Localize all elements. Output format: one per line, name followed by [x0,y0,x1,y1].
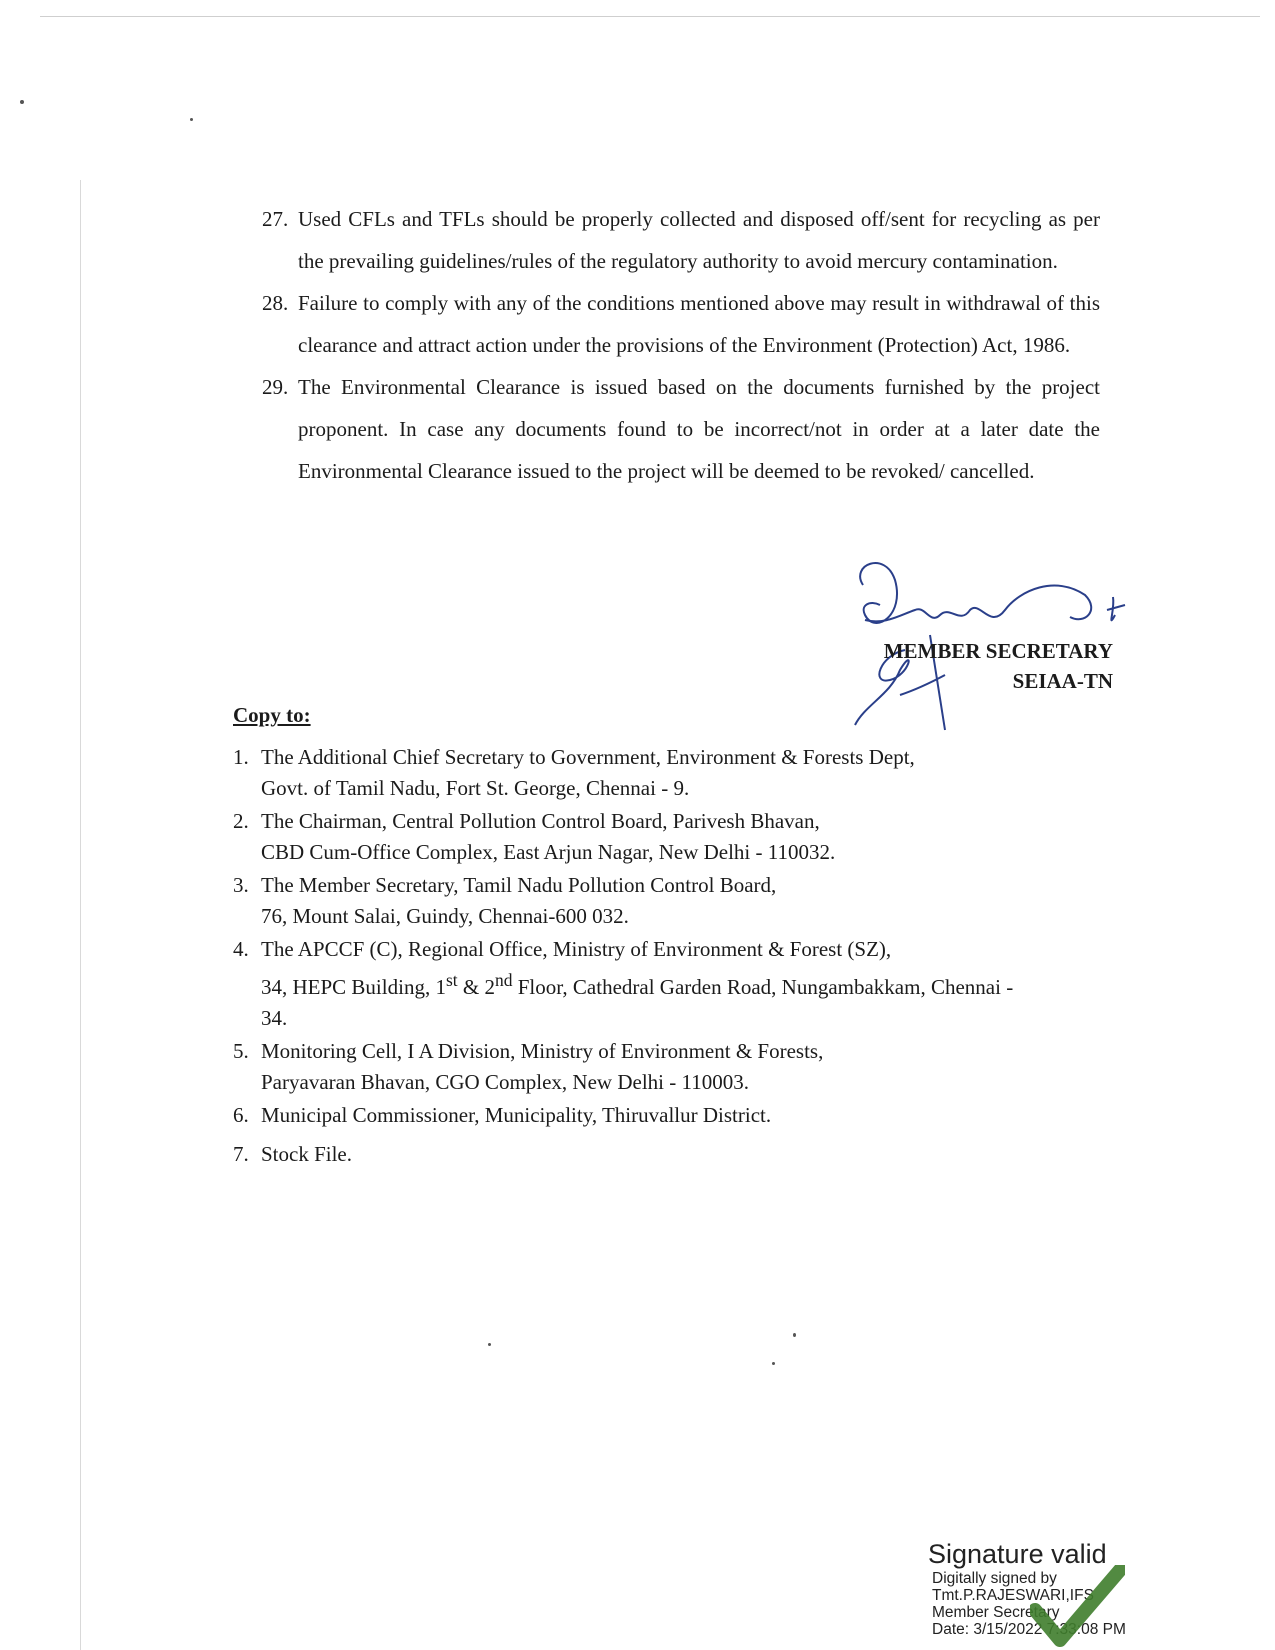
recipient-number: 3. [233,873,249,897]
scan-speck [190,118,193,121]
recipient-number: 7. [233,1142,249,1166]
recipient-line: Municipal Commissioner, Municipality, Thiruvallur District. [261,1103,772,1127]
conditions-list [262,198,1100,492]
copy-to-heading: Copy to: [233,703,311,727]
recipient-line: The Member Secretary, Tamil Nadu Pollution Control Board, [261,873,777,897]
scan-speck [772,1362,775,1365]
copy-recipient [233,870,1113,932]
condition-item [262,282,1100,366]
copy-to-list [233,742,1113,1172]
signatory-role: MEMBER SECRETARY [883,639,1113,663]
signature-valid-check-icon [1030,1565,1125,1650]
recipient-number: 1. [233,745,249,769]
scan-edge-line [40,16,1260,17]
scan-margin-line [80,180,81,1650]
condition-item [262,198,1100,282]
recipient-number: 6. [233,1103,249,1127]
signature-status: Signature valid [928,1539,1107,1569]
condition-item [262,366,1100,492]
condition-number: 29. [262,375,289,399]
recipient-line: The Additional Chief Secretary to Government, Environment & Forests Dept, [261,745,915,769]
recipient-line: The APCCF (C), Regional Office, Ministry of Environment & Forest (SZ), [261,937,892,961]
scan-speck [488,1343,491,1346]
signatory-org: SEIAA-TN [1012,669,1113,693]
recipient-line: Govt. of Tamil Nadu, Fort St. George, Chennai - 9. [261,776,690,800]
copy-recipient [233,1139,1113,1170]
condition-number: 27. [262,207,289,231]
condition-text: Used CFLs and TFLs should be properly collected and disposed off/sent for recycling as per the prevailing guidelines/rules of the regulatory authority to avoid mercury contamination. [298,207,1100,273]
copy-recipient [233,934,1113,1034]
signature-signed-by: Digitally signed by [932,1570,1057,1587]
condition-number: 28. [262,291,289,315]
recipient-number: 5. [233,1039,249,1063]
recipient-line: Monitoring Cell, I A Division, Ministry of Environment & Forests, [261,1039,824,1063]
signatory-block [884,636,1113,696]
recipient-line: The Chairman, Central Pollution Control Board, Parivesh Bhavan, [261,809,820,833]
address-part: & 2 [457,975,495,999]
ordinal-suffix: st [445,970,458,990]
signature-signer-name: Tmt.P.RAJESWARI,IFS [932,1587,1094,1604]
recipient-number: 2. [233,809,249,833]
copy-recipient [233,806,1113,868]
scan-speck [793,1333,796,1337]
recipient-line: Stock File. [261,1142,353,1166]
address-part: 34, HEPC Building, 1 [261,975,446,999]
recipient-line: Paryavaran Bhavan, CGO Complex, New Delhi - 110003. [261,1070,749,1094]
condition-text: Failure to comply with any of the conditions mentioned above may result in withdrawal of this clearance and attract action under the provisions of the Environment (Protection) Act, 1986. [298,291,1100,357]
recipient-line [261,965,1113,1003]
copy-recipient [233,1036,1113,1098]
signature-signer-title: Member Secretary [932,1604,1060,1621]
ordinal-suffix: nd [494,970,513,990]
copy-recipient [233,1100,1113,1131]
condition-text: The Environmental Clearance is issued based on the documents furnished by the project proponent. In case any documents found to be incorrect/not in order at a later date the Environmental Clearance issued to the project will be deemed to be revoked/ cancelled. [298,375,1100,483]
recipient-number: 4. [233,937,249,961]
recipient-line: 76, Mount Salai, Guindy, Chennai-600 032. [261,904,629,928]
address-part: Floor, Cathedral Garden Road, Nungambakkam, Chennai - [512,975,1014,999]
recipient-line: CBD Cum-Office Complex, East Arjun Nagar, New Delhi - 110032. [261,840,836,864]
copy-recipient [233,742,1113,804]
signature-date: Date: 3/15/2022 7:33:08 PM [932,1621,1126,1638]
recipient-line: 34. [261,1006,288,1030]
scan-speck [20,100,24,104]
